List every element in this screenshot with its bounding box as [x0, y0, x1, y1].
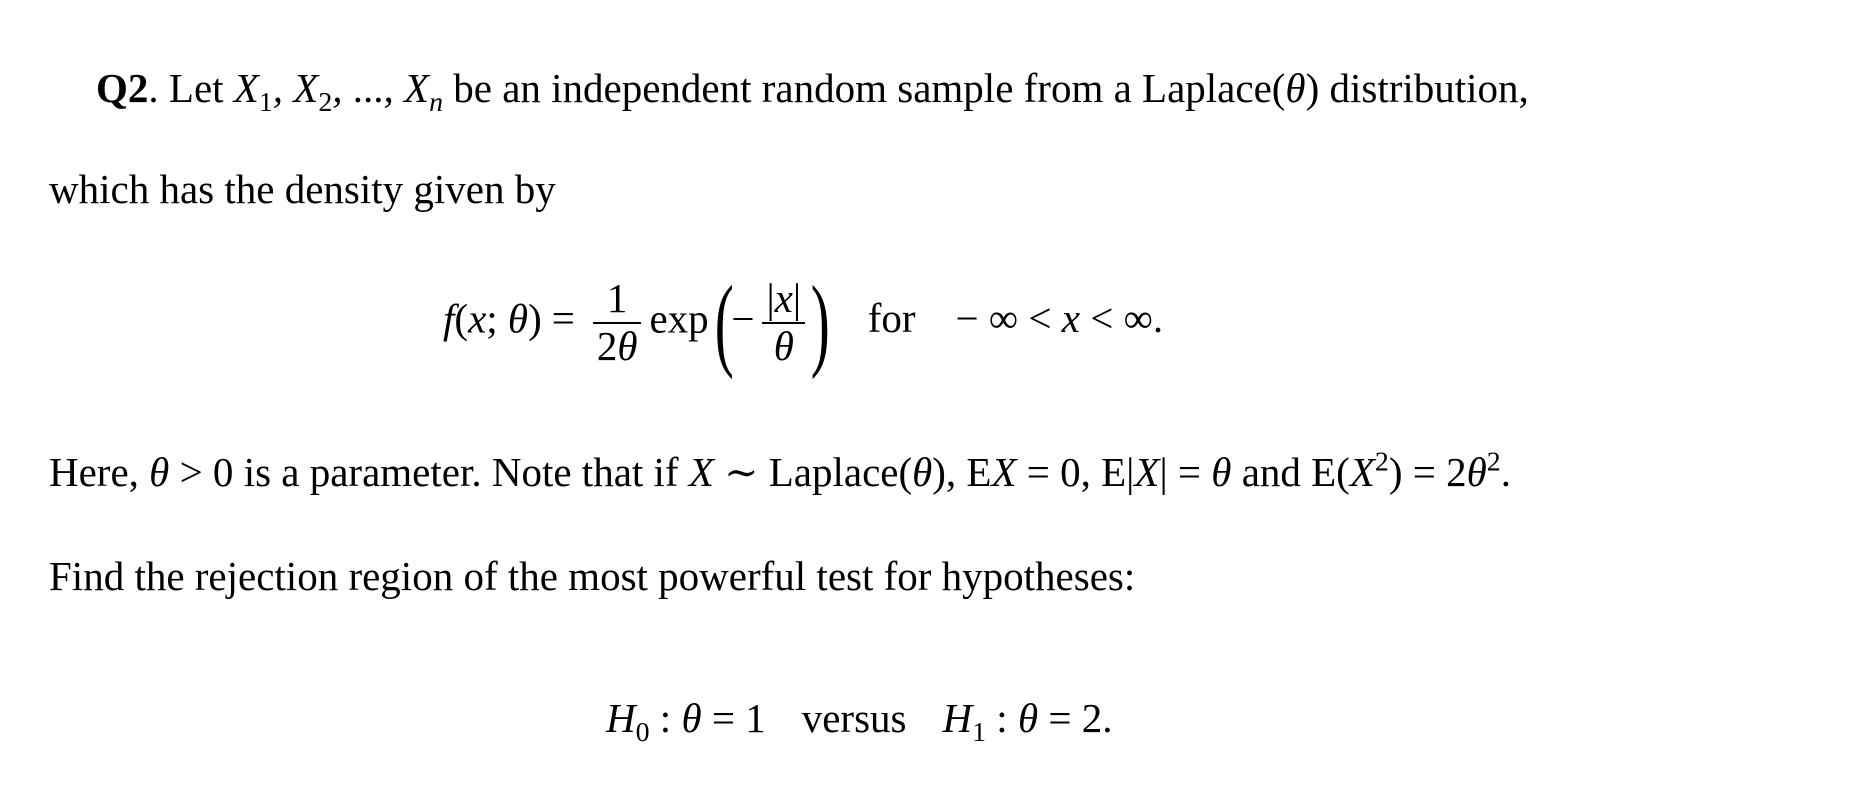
fraction-abs-x-over-theta: $\frac{|x|}{\theta}$ [762, 276, 805, 370]
fraction-one-over-two-theta: $\frac{1}{2\theta}$ [593, 276, 642, 370]
question-label: Q2 [96, 65, 149, 111]
question-line-4: Find the rejection region of the most powerful test for hypotheses: [49, 553, 1136, 599]
question-line-1: Q2. Let $X_1$, $X_2$, ..., $X_n$ be an independent random sample from a Laplace(θ) distribution, [96, 65, 1529, 118]
support-range: − ∞ < x < ∞. [955, 295, 1164, 342]
question-line-2: which has the density given by [49, 166, 556, 212]
sample-variables: $X_1$, $X_2$, ..., $X_n$ [233, 65, 443, 118]
question-line-3: Here, θ > 0 is a parameter. Note that if X ∼ Laplace(θ), EX = 0, E|X| = θ and $E(X^2) = 2\theta^2$. [49, 446, 1511, 495]
hypotheses: $H_0$ : θ = 1 versus $H_1$ : θ = 2. [606, 695, 1113, 748]
density-formula: f(x; θ) = $\frac{1}{2\theta}$ exp(− $\frac{|x|}{\theta}$ ) for − ∞ < x < ∞. [443, 265, 1164, 380]
